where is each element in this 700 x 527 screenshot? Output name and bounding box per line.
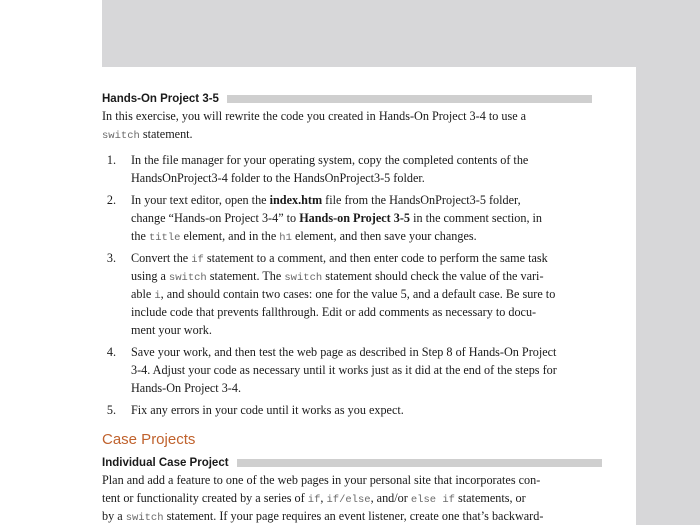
step-line <box>131 401 404 419</box>
text-span: Hands-On Project 3-4. <box>131 381 242 395</box>
step-line <box>131 379 241 397</box>
text-span: the <box>131 229 149 243</box>
step-line <box>131 191 521 209</box>
project-heading-row <box>102 92 592 106</box>
step-number: 3. <box>106 251 116 265</box>
text-span: statement. The <box>206 269 285 283</box>
text-span: by a <box>102 509 126 523</box>
text-span: statement. If your page requires an event listener, create one that’s backward- <box>163 509 544 523</box>
case-subheading-row <box>102 456 602 470</box>
step-line <box>131 227 477 247</box>
text-span: ment your work. <box>131 323 212 337</box>
step-line <box>131 321 212 339</box>
bold-span: index.htm <box>269 193 323 207</box>
step-line <box>131 285 555 305</box>
case-line <box>102 489 526 509</box>
text-span: able <box>131 287 155 301</box>
text-span: statement. <box>139 127 193 141</box>
text-span: , <box>320 491 327 505</box>
case-projects-title: Case Projects <box>102 431 196 448</box>
step-line <box>131 209 542 227</box>
text-span: Plan and add a feature to one of the web pages in your personal site that incorporates con- <box>102 473 541 487</box>
text-span: Save your work, and then test the web page as described in Step 8 of Hands-On Project <box>131 345 557 359</box>
case-subheading-rule <box>237 459 602 467</box>
step-line <box>131 151 528 169</box>
text-span: tent or functionality created by a series of <box>102 491 308 505</box>
background-top <box>102 0 700 67</box>
code-span: title <box>148 232 181 244</box>
text-span: statement should check the value of the vari- <box>322 269 544 283</box>
code-span: else if <box>410 494 455 506</box>
step-line <box>131 169 425 187</box>
background-right <box>636 67 700 525</box>
code-span: switch <box>284 272 323 284</box>
code-span: if <box>307 494 321 506</box>
text-span: Convert the <box>131 251 192 265</box>
text-span: change “Hands-on Project 3-4” to <box>131 211 300 225</box>
step-line <box>131 343 556 361</box>
project-heading: Hands-On Project 3-5 <box>102 93 219 105</box>
text-span: In the file manager for your operating system, copy the completed contents of the <box>131 153 529 167</box>
text-span: element, and in the <box>180 229 280 243</box>
code-span: switch <box>168 272 207 284</box>
case-subheading: Individual Case Project <box>102 457 229 469</box>
text-span: in the comment section, in <box>410 211 543 225</box>
text-span: include code that prevents fallthrough. Edit or add comments as necessary to docu- <box>131 305 537 319</box>
text-span: element, and then save your changes. <box>291 229 477 243</box>
text-span: , and/or <box>370 491 411 505</box>
project-intro-line-1: In this exercise, you will rewrite the code you created in Hands-On Project 3-4 to use a <box>102 109 527 123</box>
text-span: 3-4. Adjust your code as necessary until it works just as it did at the end of the steps for <box>131 363 557 377</box>
text-span: Fix any errors in your code until it works as you expect. <box>131 403 404 417</box>
text-span: statement to a comment, and then enter code to perform the same task <box>203 251 548 265</box>
text-span: using a <box>131 269 169 283</box>
case-line <box>102 471 540 489</box>
step-number: 5. <box>106 403 116 417</box>
step-line <box>131 361 557 379</box>
bold-span: Hands-on Project 3-5 <box>299 211 411 225</box>
code-span: if/else <box>326 494 371 506</box>
code-span: h1 <box>279 232 292 244</box>
text-span: , and should contain two cases: one for the value 5, and a default case. Be sure to <box>160 287 556 301</box>
step-line <box>131 249 548 269</box>
book-page <box>102 67 636 525</box>
code-span: switch <box>125 512 164 524</box>
step-line <box>131 267 544 287</box>
step-number: 4. <box>106 345 116 359</box>
code-span: if <box>191 254 204 266</box>
step-number: 2. <box>106 193 116 207</box>
step-line <box>131 303 536 321</box>
text-span: HandsOnProject3-4 folder to the HandsOnProject3-5 folder. <box>131 171 425 185</box>
project-heading-rule <box>227 95 592 103</box>
code-span: i <box>154 290 161 302</box>
project-intro-line-2 <box>102 125 193 145</box>
case-line <box>102 507 543 527</box>
text-span: statements, or <box>454 491 526 505</box>
step-number: 1. <box>106 153 116 167</box>
text-span: In your text editor, open the <box>131 193 270 207</box>
text-span: file from the HandsOnProject3-5 folder, <box>322 193 521 207</box>
code-span: switch <box>102 130 140 142</box>
